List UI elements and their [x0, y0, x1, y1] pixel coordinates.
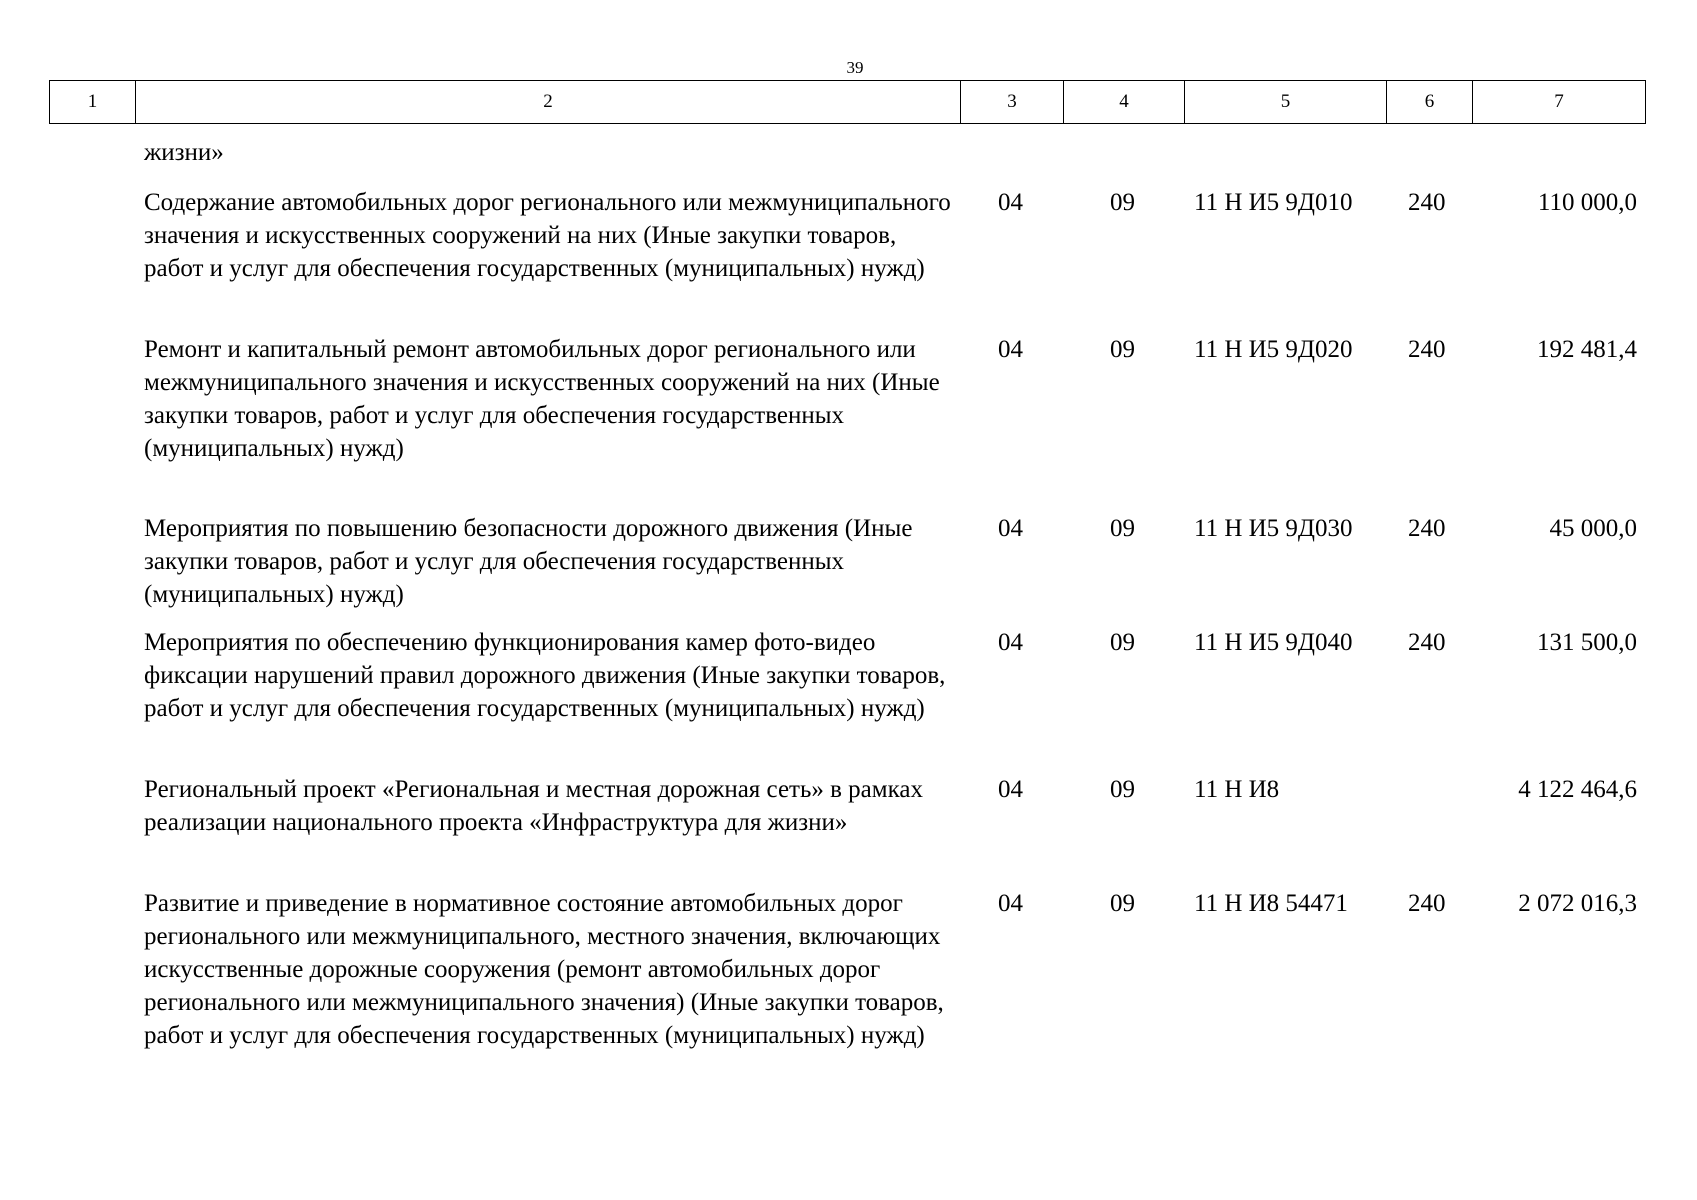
row-subsection: 09	[1110, 776, 1135, 803]
row-target-article: 11 Н И5 9Д040	[1194, 629, 1353, 656]
row-target-article: 11 Н И5 9Д030	[1194, 515, 1353, 542]
column-header-row	[50, 81, 1646, 124]
row-section: 04	[998, 189, 1023, 216]
column-header-7: 7	[1473, 81, 1646, 124]
row-subsection: 09	[1110, 189, 1135, 216]
row-name: Ремонт и капитальный ремонт автомобильных дорог регионального или межмуниципального значения и искусственных сооружений на них (Иные закупки товаров, работ и услуг для обеспечения государственных (муниципальных) нужд)	[144, 336, 940, 462]
column-header-table	[49, 80, 1646, 124]
row-expense-type: 240	[1408, 515, 1446, 542]
row-section: 04	[998, 890, 1023, 917]
row-target-article: 11 Н И5 9Д010	[1194, 189, 1353, 216]
row-expense-type: 240	[1408, 629, 1446, 656]
row-expense-type: 240	[1408, 336, 1446, 363]
row-name: Содержание автомобильных дорог регионального или межмуниципального значения и искусственных сооружений на них (Иные закупки товаров, работ и услуг для обеспечения государственных (муниципальных) нужд)	[144, 189, 951, 282]
row-amount: 192 481,4	[1537, 336, 1637, 363]
row-name: Региональный проект «Региональная и местная дорожная сеть» в рамках реализации национального проекта «Инфраструктура для жизни»	[144, 776, 923, 836]
row-amount: 110 000,0	[1537, 189, 1637, 216]
row-section: 04	[998, 776, 1023, 803]
column-header-4: 4	[1064, 81, 1185, 124]
row-expense-type: 240	[1408, 890, 1446, 917]
column-header-6: 6	[1387, 81, 1473, 124]
column-header-1: 1	[50, 81, 136, 124]
row-section: 04	[998, 629, 1023, 656]
row-section: 04	[998, 336, 1023, 363]
row-section: 04	[998, 515, 1023, 542]
row-subsection: 09	[1110, 515, 1135, 542]
row-name: Развитие и приведение в нормативное состояние автомобильных дорог регионального или межмуниципального, местного значения, включающих искусственные дорожные сооружения (ремонт автомобильных дорог регионального или межмуниципального значения) (Иные закупки товаров, работ и услуг для обеспечения государственных (муниципальных) нужд)	[144, 890, 944, 1049]
row-expense-type: 240	[1408, 189, 1446, 216]
page-number: 39	[846, 58, 864, 77]
row-amount: 45 000,0	[1549, 515, 1637, 542]
row-target-article: 11 Н И8	[1194, 776, 1280, 803]
row-amount: 4 122 464,6	[1518, 776, 1637, 803]
row-amount: 131 500,0	[1537, 629, 1637, 656]
row-target-article: 11 Н И5 9Д020	[1194, 336, 1353, 363]
column-header-5: 5	[1185, 81, 1387, 124]
column-header-2: 2	[136, 81, 961, 124]
row-subsection: 09	[1110, 629, 1135, 656]
continuation-text: жизни»	[144, 139, 224, 166]
column-header-3: 3	[961, 81, 1064, 124]
row-amount: 2 072 016,3	[1518, 890, 1637, 917]
row-subsection: 09	[1110, 890, 1135, 917]
row-target-article: 11 Н И8 54471	[1194, 890, 1348, 917]
row-subsection: 09	[1110, 336, 1135, 363]
row-name: Мероприятия по повышению безопасности дорожного движения (Иные закупки товаров, работ и услуг для обеспечения государственных (муниципальных) нужд)	[144, 515, 913, 608]
row-name: Мероприятия по обеспечению функционирования камер фото-видео фиксации нарушений правил дорожного движения (Иные закупки товаров, работ и услуг для обеспечения государственных (муниципальных) нужд)	[144, 629, 946, 722]
